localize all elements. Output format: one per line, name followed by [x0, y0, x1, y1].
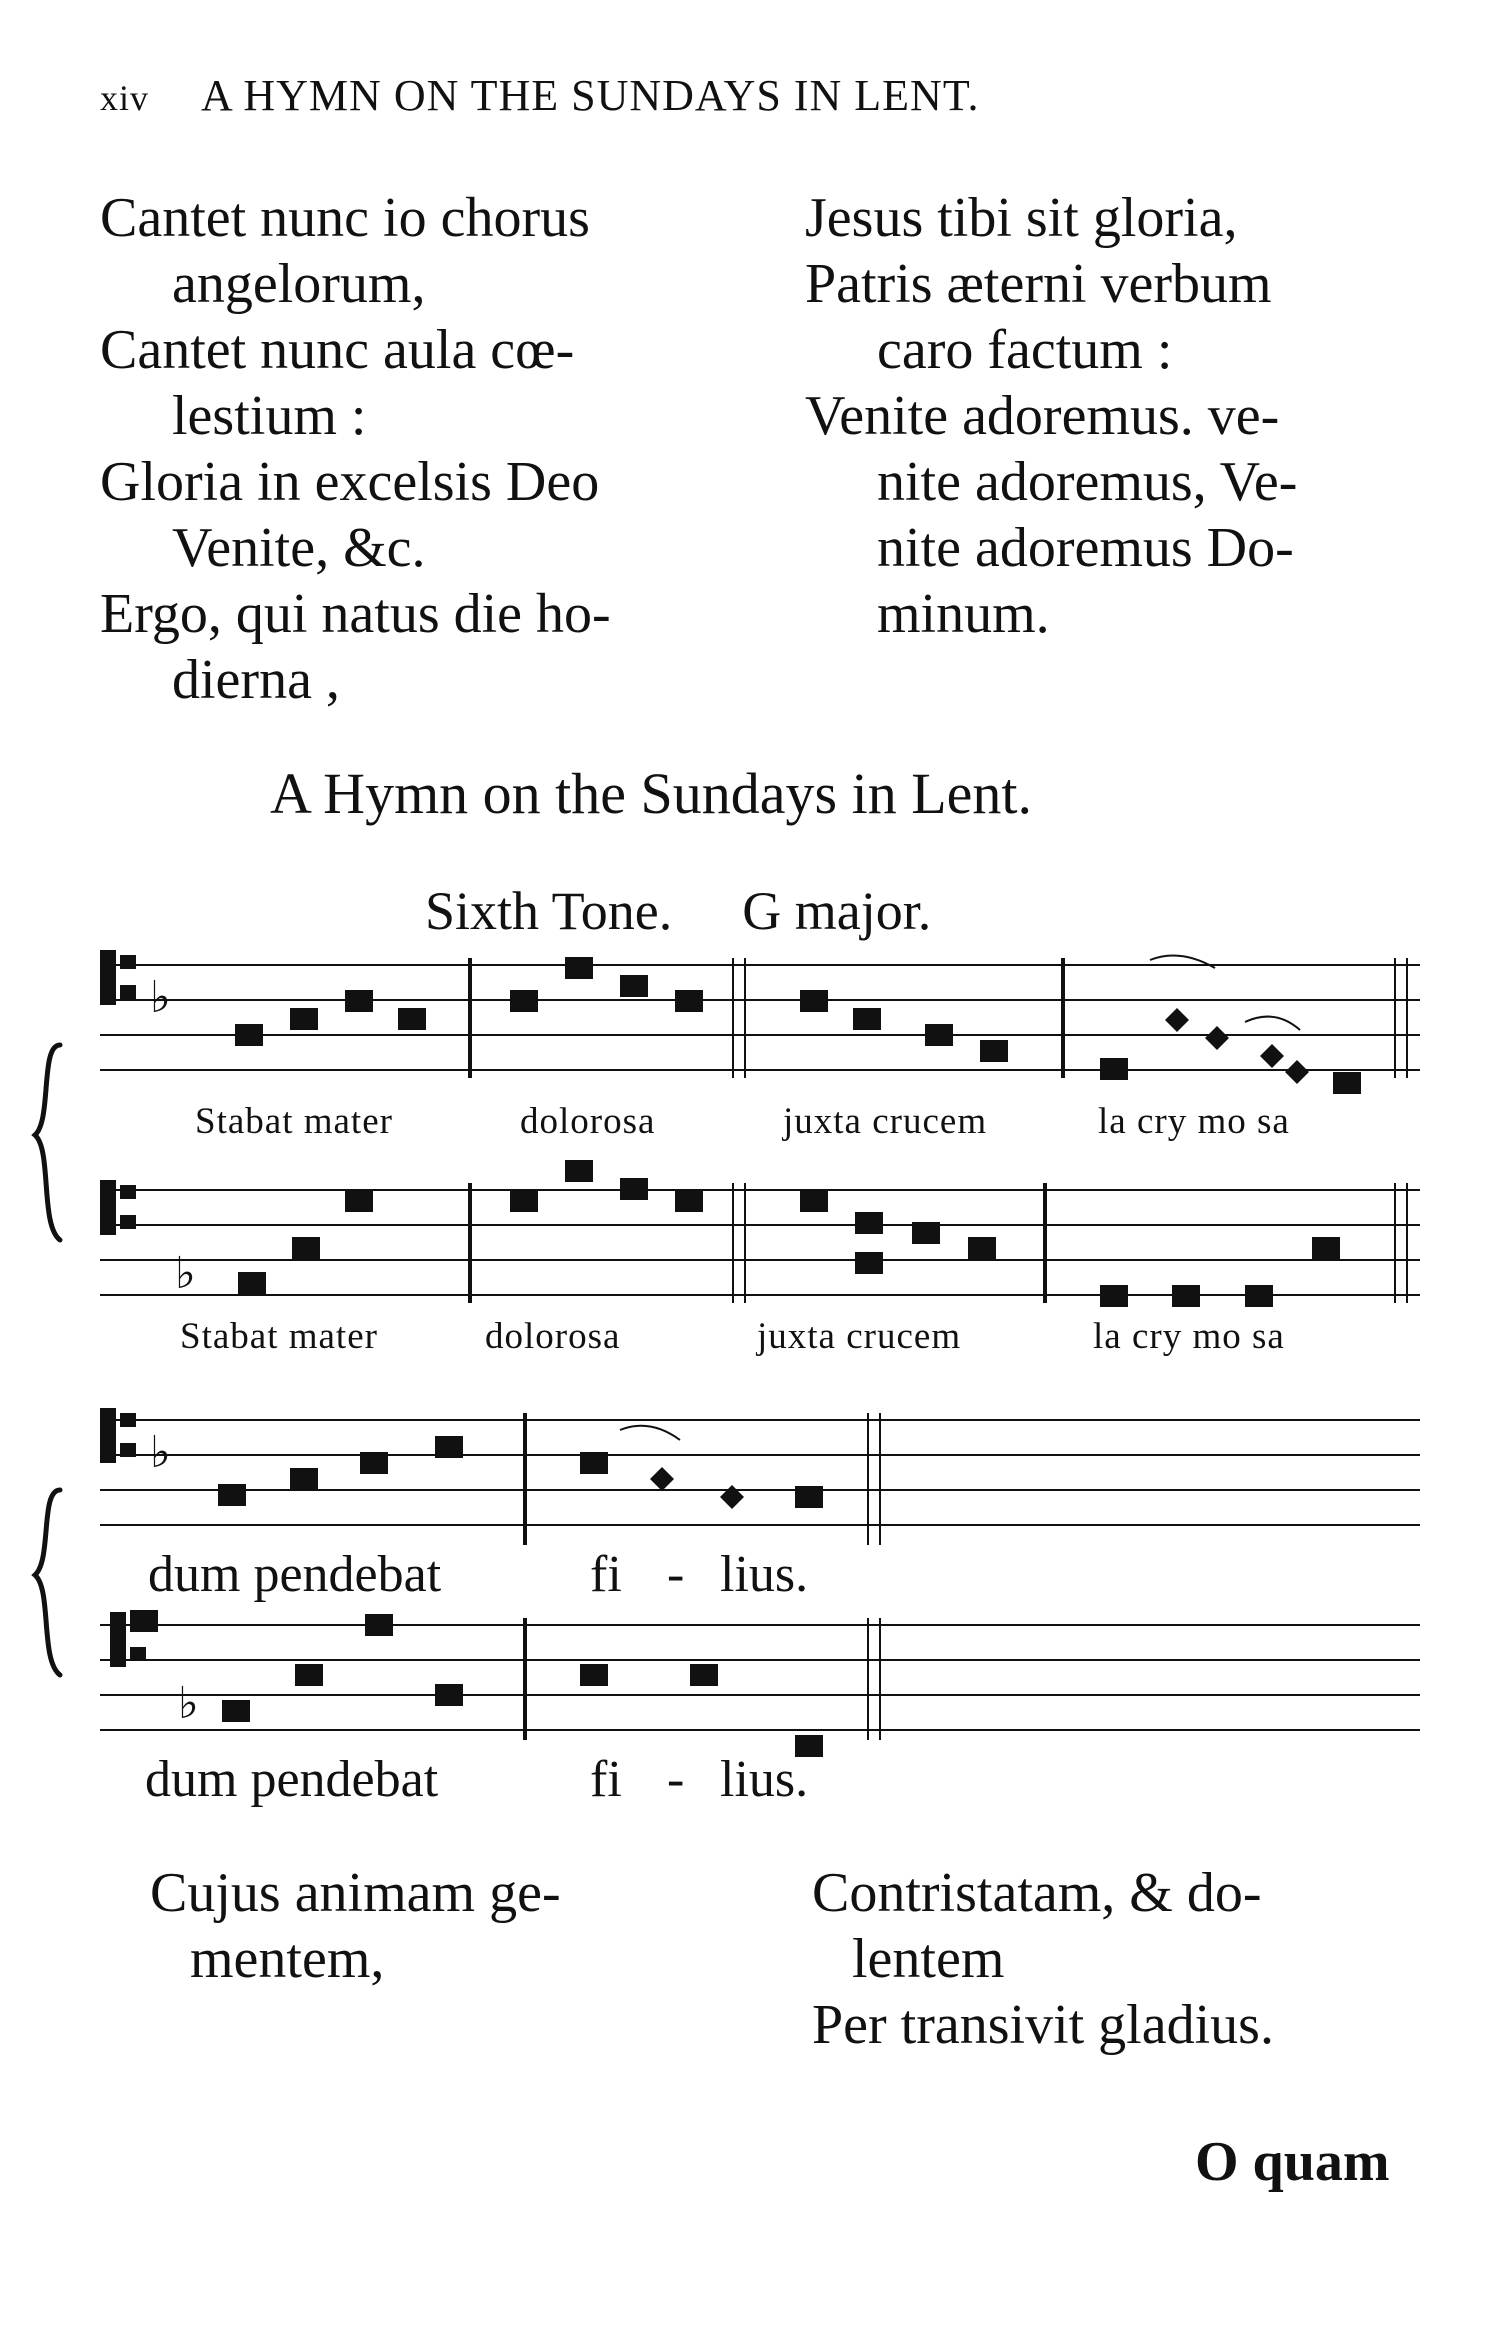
- lyric-word: dolorosa: [520, 1101, 656, 1142]
- square-note: [675, 1190, 703, 1212]
- verse-line: Cantet nunc aula cœ-: [100, 319, 575, 381]
- verse-line: mentem,: [190, 1928, 385, 1990]
- verse-line: Venite adoremus. ve-: [805, 385, 1280, 447]
- verse-line: lestium :: [172, 385, 367, 447]
- square-note: [292, 1237, 320, 1259]
- slur: [620, 1426, 680, 1440]
- verse-line: lentem: [852, 1928, 1005, 1990]
- diamond-note: [1165, 1008, 1189, 1032]
- square-note: [795, 1486, 823, 1508]
- verse-line: nite adoremus Do-: [877, 517, 1294, 579]
- verse-line: Ergo, qui natus die ho-: [100, 583, 611, 645]
- verse-line: Contristatam, & do-: [812, 1862, 1262, 1924]
- verse-line: angelorum,: [172, 253, 426, 315]
- square-note: [398, 1008, 426, 1030]
- verse-line: Venite, &c.: [172, 517, 426, 579]
- lyric-word: la cry mo sa: [1093, 1316, 1285, 1357]
- key-label: G major.: [742, 881, 932, 941]
- slur: [1150, 956, 1215, 969]
- hymn-title: A Hymn on the Sundays in Lent.: [270, 761, 1033, 826]
- square-note: [510, 1190, 538, 1212]
- system-brace: [35, 1045, 60, 1240]
- square-note: [580, 1452, 608, 1474]
- verse-line: Cujus animam ge-: [150, 1862, 561, 1924]
- square-note: [1172, 1285, 1200, 1307]
- lyric-word: -: [667, 1751, 685, 1808]
- square-note: [620, 975, 648, 997]
- verse-line: Gloria in excelsis Deo: [100, 451, 600, 513]
- flat-icon: ♭: [175, 1248, 196, 1299]
- square-note: [290, 1468, 318, 1490]
- diamond-note: [1205, 1026, 1229, 1050]
- lyric-word: dum pendebat: [148, 1546, 442, 1603]
- square-note: [238, 1272, 266, 1294]
- lyric-word: lius.: [720, 1751, 809, 1808]
- diamond-note: [1260, 1044, 1284, 1068]
- square-note: [565, 1160, 593, 1182]
- square-note: [912, 1222, 940, 1244]
- square-note: [510, 990, 538, 1012]
- square-note: [1333, 1072, 1361, 1094]
- square-note: [235, 1024, 263, 1046]
- square-note: [1312, 1237, 1340, 1259]
- verse-line: caro factum :: [877, 319, 1173, 381]
- square-note: [345, 1190, 373, 1212]
- square-note: [130, 1610, 158, 1632]
- square-note: [968, 1237, 996, 1259]
- square-note: [295, 1664, 323, 1686]
- square-note: [218, 1484, 246, 1506]
- lyric-word: -: [667, 1546, 685, 1603]
- square-note: [855, 1252, 883, 1274]
- verse-line: Cantet nunc io chorus: [100, 187, 590, 249]
- system-brace: [35, 1490, 60, 1675]
- tone-label: Sixth Tone.: [425, 881, 673, 941]
- lyric-word: fi: [590, 1546, 622, 1603]
- square-note: [853, 1008, 881, 1030]
- square-note: [222, 1700, 250, 1722]
- square-note: [360, 1452, 388, 1474]
- running-title: A HYMN ON THE SUNDAYS IN LENT.: [201, 71, 980, 120]
- lyric-word: la cry mo sa: [1098, 1101, 1290, 1142]
- flat-icon: ♭: [150, 972, 171, 1023]
- verse-line: Jesus tibi sit gloria,: [805, 187, 1238, 249]
- catchword: O quam: [1195, 2131, 1390, 2193]
- square-note: [1100, 1285, 1128, 1307]
- flat-icon: ♭: [150, 1427, 171, 1478]
- verse-line: nite adoremus, Ve-: [877, 451, 1298, 513]
- square-note: [365, 1614, 393, 1636]
- page-number: xiv: [100, 78, 150, 118]
- lyric-word: fi: [590, 1751, 622, 1808]
- bottom-verse-left: [150, 1860, 561, 1992]
- diamond-note: [720, 1485, 744, 1509]
- square-note: [620, 1178, 648, 1200]
- square-note: [1100, 1058, 1128, 1080]
- lyric-word: juxta crucem: [757, 1316, 962, 1357]
- verse-line: Patris æterni verbum: [805, 253, 1272, 315]
- slur: [1245, 1017, 1300, 1030]
- lyric-word: Stabat mater: [180, 1316, 378, 1357]
- lyric-word: dolorosa: [485, 1316, 621, 1357]
- verse-line: minum.: [877, 583, 1050, 645]
- lyric-word: juxta crucem: [783, 1101, 988, 1142]
- diamond-note: [1285, 1060, 1309, 1084]
- square-note: [855, 1212, 883, 1234]
- verse-line: Per transivit gladius.: [812, 1994, 1274, 2056]
- lyric-word: Stabat mater: [195, 1101, 393, 1142]
- square-note: [565, 957, 593, 979]
- square-note: [290, 1008, 318, 1030]
- square-note: [1245, 1285, 1273, 1307]
- square-note: [435, 1684, 463, 1706]
- square-note: [435, 1436, 463, 1458]
- square-note: [800, 1190, 828, 1212]
- square-note: [800, 990, 828, 1012]
- lyric-word: dum pendebat: [145, 1751, 439, 1808]
- square-note: [980, 1040, 1008, 1062]
- diamond-note: [650, 1467, 674, 1491]
- bottom-verse-right: [812, 1860, 1274, 2058]
- clef-icon: [100, 1180, 136, 1235]
- square-note: [580, 1664, 608, 1686]
- clef-icon: [100, 950, 136, 1005]
- verse-line: dierna ,: [172, 649, 340, 711]
- square-note: [675, 990, 703, 1012]
- square-note: [925, 1024, 953, 1046]
- flat-icon: ♭: [178, 1678, 199, 1729]
- lyric-word: lius.: [720, 1546, 809, 1603]
- square-note: [345, 990, 373, 1012]
- square-note: [690, 1664, 718, 1686]
